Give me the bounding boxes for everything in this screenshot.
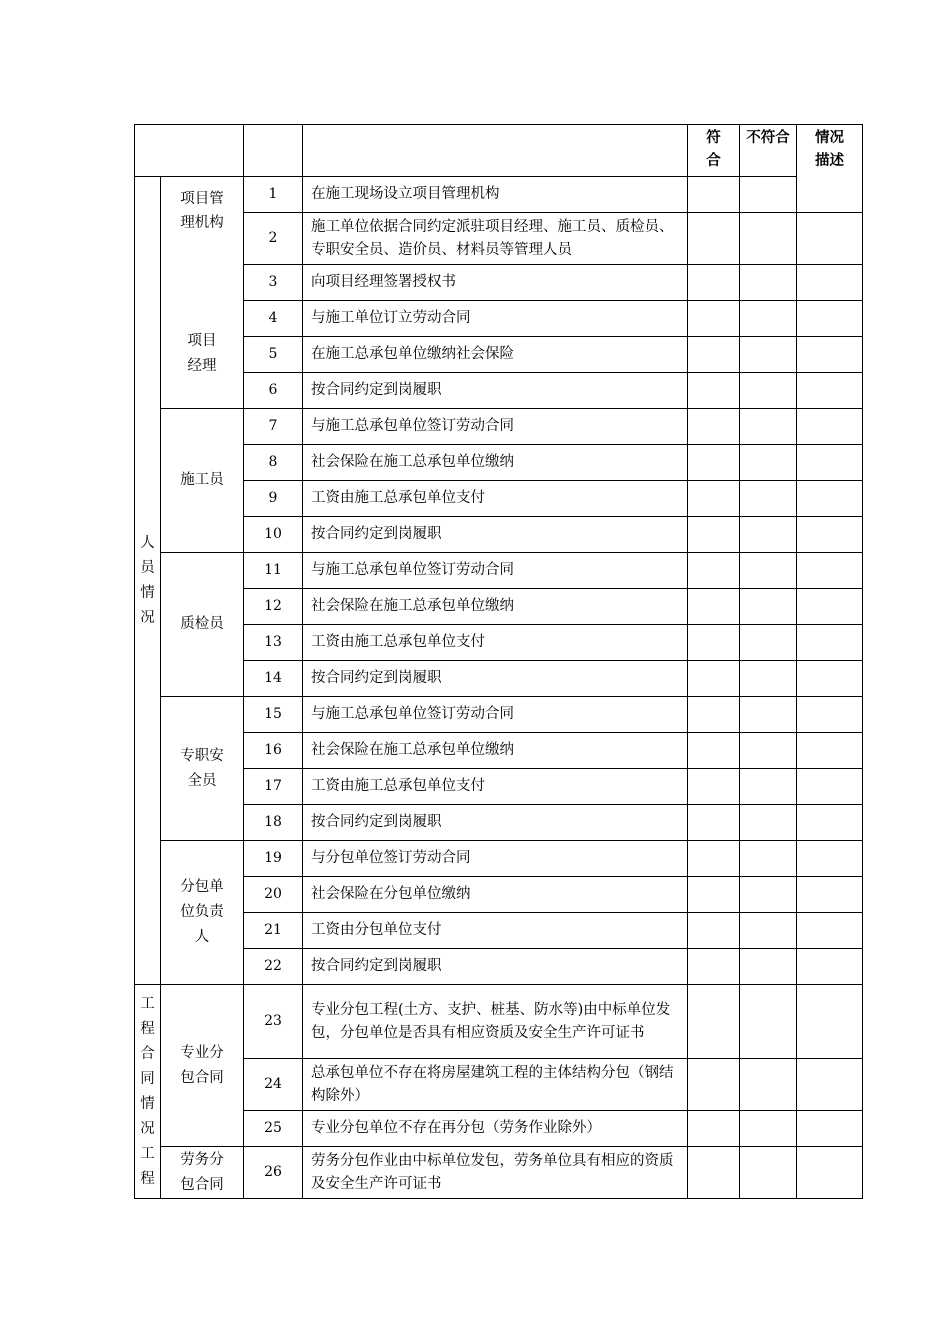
row-item-text: 按合同约定到岗履职 <box>303 517 688 553</box>
table-row <box>135 733 863 769</box>
row-item-text: 与施工总承包单位签订劳动合同 <box>303 553 688 589</box>
category-org: 项目管理机构 <box>161 177 244 301</box>
row-item-text: 与施工单位订立劳动合同 <box>303 301 688 337</box>
compliant-cell[interactable] <box>688 769 740 805</box>
compliant-cell[interactable] <box>688 265 740 301</box>
description-cell[interactable] <box>797 301 863 337</box>
table-row <box>135 445 863 481</box>
compliant-cell[interactable] <box>688 985 740 1059</box>
description-cell[interactable] <box>797 985 863 1059</box>
row-item-text: 社会保险在施工总承包单位缴纳 <box>303 733 688 769</box>
category-labor-sub: 劳务分包合同 <box>161 1147 244 1199</box>
row-item-text: 施工单位依据合同约定派驻项目经理、施工员、质检员、专职安全员、造价员、材料员等管理人员 <box>303 213 688 265</box>
noncompliant-cell[interactable] <box>740 949 797 985</box>
table-row <box>135 337 863 373</box>
row-number: 19 <box>244 841 303 877</box>
description-cell[interactable] <box>797 625 863 661</box>
category-builder: 施工员 <box>161 409 244 553</box>
compliant-cell[interactable] <box>688 213 740 265</box>
noncompliant-cell[interactable] <box>740 985 797 1059</box>
description-cell[interactable] <box>797 1111 863 1147</box>
compliant-cell[interactable] <box>688 373 740 409</box>
description-cell[interactable] <box>797 517 863 553</box>
description-cell[interactable] <box>797 913 863 949</box>
row-number: 26 <box>244 1147 303 1199</box>
table-row <box>135 1059 863 1111</box>
row-item-text: 按合同约定到岗履职 <box>303 661 688 697</box>
table-row <box>135 805 863 841</box>
row-item-text: 工资由分包单位支付 <box>303 913 688 949</box>
compliant-cell[interactable] <box>688 445 740 481</box>
description-cell[interactable] <box>797 661 863 697</box>
noncompliant-cell[interactable] <box>740 517 797 553</box>
description-cell[interactable] <box>797 805 863 841</box>
description-cell[interactable] <box>797 481 863 517</box>
row-item-text: 与施工总承包单位签订劳动合同 <box>303 409 688 445</box>
row-item-text: 按合同约定到岗履职 <box>303 805 688 841</box>
header-row <box>135 125 863 177</box>
row-number: 7 <box>244 409 303 445</box>
table-row <box>135 877 863 913</box>
row-item-text: 与分包单位签订劳动合同 <box>303 841 688 877</box>
compliant-cell[interactable] <box>688 733 740 769</box>
compliant-cell[interactable] <box>688 661 740 697</box>
header-noncompliant: 不符合 <box>740 125 797 177</box>
table-row <box>135 301 863 337</box>
group-contract: 工程合同情况工程 <box>135 985 161 1199</box>
description-cell[interactable] <box>797 841 863 877</box>
row-number: 2 <box>244 213 303 265</box>
row-item-text: 工资由施工总承包单位支付 <box>303 481 688 517</box>
row-number: 10 <box>244 517 303 553</box>
compliant-cell[interactable] <box>688 949 740 985</box>
description-cell[interactable] <box>797 553 863 589</box>
noncompliant-cell[interactable] <box>740 265 797 301</box>
table-row <box>135 985 863 1059</box>
compliant-cell[interactable] <box>688 177 740 213</box>
description-cell[interactable] <box>797 589 863 625</box>
table-row <box>135 409 863 445</box>
noncompliant-cell[interactable] <box>740 877 797 913</box>
row-item-text: 在施工总承包单位缴纳社会保险 <box>303 337 688 373</box>
row-number: 22 <box>244 949 303 985</box>
category-qc: 质检员 <box>161 553 244 697</box>
compliant-cell[interactable] <box>688 841 740 877</box>
description-cell[interactable] <box>797 1147 863 1199</box>
row-item-text: 社会保险在施工总承包单位缴纳 <box>303 445 688 481</box>
table-row <box>135 697 863 733</box>
noncompliant-cell[interactable] <box>740 1111 797 1147</box>
compliant-cell[interactable] <box>688 553 740 589</box>
header-blank-cell <box>135 125 161 177</box>
table-row <box>135 625 863 661</box>
row-item-text: 专业分包工程(土方、支护、桩基、防水等)由中标单位发包，分包单位是否具有相应资质及安全生产许可证书 <box>303 985 688 1059</box>
description-cell[interactable] <box>797 949 863 985</box>
noncompliant-cell[interactable] <box>740 213 797 265</box>
compliant-cell[interactable] <box>688 589 740 625</box>
row-item-text: 劳务分包作业由中标单位发包，劳务单位具有相应的资质及安全生产许可证书 <box>303 1147 688 1199</box>
row-number: 9 <box>244 481 303 517</box>
noncompliant-cell[interactable] <box>740 445 797 481</box>
compliant-cell[interactable] <box>688 877 740 913</box>
table-row <box>135 517 863 553</box>
table-row <box>135 949 863 985</box>
row-item-text: 专业分包单位不存在再分包（劳务作业除外） <box>303 1111 688 1147</box>
row-number: 15 <box>244 697 303 733</box>
row-number: 5 <box>244 337 303 373</box>
header-blank-cell <box>161 125 244 177</box>
description-cell[interactable] <box>797 445 863 481</box>
description-cell[interactable] <box>797 373 863 409</box>
header-compliant: 符合 <box>688 125 740 177</box>
row-item-text: 工资由施工总承包单位支付 <box>303 769 688 805</box>
table-row <box>135 841 863 877</box>
compliant-cell[interactable] <box>688 1147 740 1199</box>
noncompliant-cell[interactable] <box>740 177 797 213</box>
row-number: 1 <box>244 177 303 213</box>
table-row <box>135 265 863 301</box>
compliant-cell[interactable] <box>688 1059 740 1111</box>
row-item-text: 社会保险在施工总承包单位缴纳 <box>303 589 688 625</box>
row-number: 24 <box>244 1059 303 1111</box>
noncompliant-cell[interactable] <box>740 769 797 805</box>
compliant-cell[interactable] <box>688 301 740 337</box>
noncompliant-cell[interactable] <box>740 661 797 697</box>
row-item-text: 在施工现场设立项目管理机构 <box>303 177 688 213</box>
compliant-cell[interactable] <box>688 697 740 733</box>
row-item-text: 总承包单位不存在将房屋建筑工程的主体结构分包（钢结构除外） <box>303 1059 688 1111</box>
header-no-cell <box>244 125 303 177</box>
row-number: 8 <box>244 445 303 481</box>
compliant-cell[interactable] <box>688 517 740 553</box>
table-row <box>135 177 863 213</box>
row-number: 23 <box>244 985 303 1059</box>
compliant-cell[interactable] <box>688 337 740 373</box>
table-row <box>135 1147 863 1199</box>
table-row <box>135 213 863 265</box>
row-number: 21 <box>244 913 303 949</box>
noncompliant-cell[interactable] <box>740 481 797 517</box>
compliant-cell[interactable] <box>688 625 740 661</box>
row-number: 25 <box>244 1111 303 1147</box>
row-item-text: 与施工总承包单位签订劳动合同 <box>303 697 688 733</box>
noncompliant-cell[interactable] <box>740 625 797 661</box>
row-number: 13 <box>244 625 303 661</box>
description-cell[interactable] <box>797 877 863 913</box>
noncompliant-cell[interactable] <box>740 841 797 877</box>
description-cell[interactable] <box>797 1059 863 1111</box>
table-row <box>135 913 863 949</box>
noncompliant-cell[interactable] <box>740 589 797 625</box>
noncompliant-cell[interactable] <box>740 301 797 337</box>
row-number: 12 <box>244 589 303 625</box>
description-cell[interactable] <box>797 697 863 733</box>
category-special-sub: 专业分包合同 <box>161 985 244 1147</box>
row-number: 11 <box>244 553 303 589</box>
description-cell[interactable] <box>797 733 863 769</box>
compliant-cell[interactable] <box>688 409 740 445</box>
noncompliant-cell[interactable] <box>740 337 797 373</box>
row-number: 16 <box>244 733 303 769</box>
table-row <box>135 589 863 625</box>
inspection-checklist-table <box>134 124 863 1199</box>
noncompliant-cell[interactable] <box>740 373 797 409</box>
category-sub-lead: 分包单位负责人 <box>161 841 244 985</box>
table-row <box>135 481 863 517</box>
description-cell[interactable] <box>797 409 863 445</box>
noncompliant-cell[interactable] <box>740 409 797 445</box>
row-number: 14 <box>244 661 303 697</box>
header-item-cell <box>303 125 688 177</box>
group-personnel: 人员情况 <box>135 177 161 985</box>
table-row <box>135 769 863 805</box>
description-cell[interactable] <box>797 265 863 301</box>
noncompliant-cell[interactable] <box>740 697 797 733</box>
row-number: 17 <box>244 769 303 805</box>
row-item-text: 按合同约定到岗履职 <box>303 949 688 985</box>
compliant-cell[interactable] <box>688 805 740 841</box>
table-row <box>135 553 863 589</box>
category-safety: 专职安全员 <box>161 697 244 841</box>
noncompliant-cell[interactable] <box>740 1059 797 1111</box>
noncompliant-cell[interactable] <box>740 913 797 949</box>
header-description: 情况描述 <box>797 125 863 213</box>
noncompliant-cell[interactable] <box>740 805 797 841</box>
description-cell[interactable] <box>797 337 863 373</box>
row-number: 6 <box>244 373 303 409</box>
table-row <box>135 373 863 409</box>
compliant-cell[interactable] <box>688 913 740 949</box>
table-row <box>135 661 863 697</box>
row-item-text: 按合同约定到岗履职 <box>303 373 688 409</box>
row-item-text: 向项目经理签署授权书 <box>303 265 688 301</box>
compliant-cell[interactable] <box>688 481 740 517</box>
row-number: 4 <box>244 301 303 337</box>
noncompliant-cell[interactable] <box>740 733 797 769</box>
row-number: 3 <box>244 265 303 301</box>
row-item-text: 社会保险在分包单位缴纳 <box>303 877 688 913</box>
row-item-text: 工资由施工总承包单位支付 <box>303 625 688 661</box>
compliant-cell[interactable] <box>688 1111 740 1147</box>
row-number: 18 <box>244 805 303 841</box>
table-row <box>135 1111 863 1147</box>
description-cell[interactable] <box>797 769 863 805</box>
description-cell[interactable] <box>797 213 863 265</box>
noncompliant-cell[interactable] <box>740 1147 797 1199</box>
noncompliant-cell[interactable] <box>740 553 797 589</box>
category-manager: 项目经理 <box>161 301 244 409</box>
row-number: 20 <box>244 877 303 913</box>
